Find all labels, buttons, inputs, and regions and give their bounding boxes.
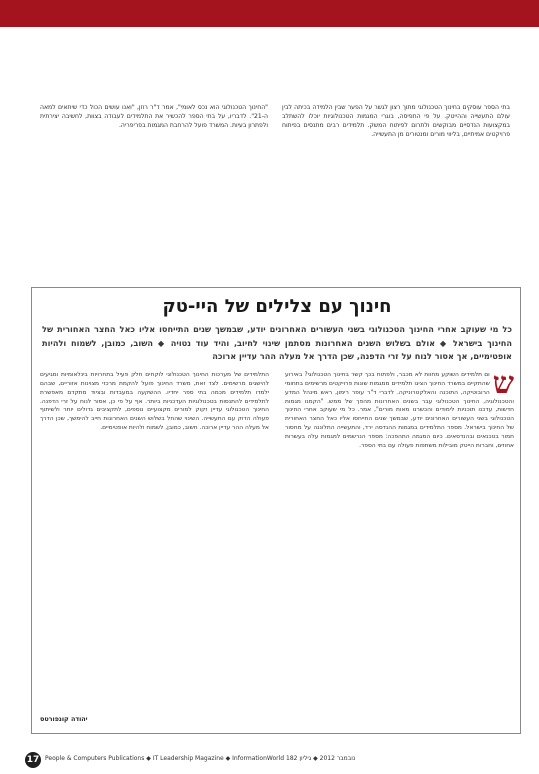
footer-publications: People & Computers Publications — [45, 755, 145, 762]
drop-cap: ש — [492, 366, 514, 401]
footer-separator: ◆ — [225, 755, 231, 762]
author-signature: יהודה קונפורטס — [40, 715, 88, 724]
footer-credits — [45, 755, 355, 762]
article-column-left-text: התלמידים של מערכות החינוך הטכנולוגי לוקחים חלק פעיל בתחרויות בינלאומיות ומגיעים להישגים מרשימים. לצד זאת, משרד החינוך פועל להקמת מרכזי מצוינות אזוריים, שבהם ילמדו תלמידים מכמה בתי ספר יחדיו. ההשקעה במעבדות ובציוד מתקדם מאפשרת לתלמידים להתנסות בטכנולוגיות העדכניות ביותר. אף על פי כן, אסור לנוח על זרי הדפנה. החינוך הטכנולוגי עדיין זקוק למורים מקצועיים נוספים, לתקציבים גדולים יותר ולשיתוף פעולה הדוק עם התעשייה. השינוי שהחל בשלוש השנים האחרונות חייב להימשך, שכן הדרך אל מעלה ההר עדיין ארוכה. חשוב, כמובן, לשמוח ולהיות אופטימיים. — [40, 372, 269, 432]
top-article-column-right: בתי הספר עוסקים בחינוך הטכנולוגי מתוך רצון לגשר על הפער שבין הלמידה בכיתה לבין עולם התעשייה וההייטק. על פי התפיסה, בוגרי המגמות הטכנולוגיות יוכלו להשתלב במקצועות הנדסיים מבוקשים ולתרום לפיתוח המשק. תלמידים רבים מתנסים בפיתוח פרויקטים אמיתיים, בליווי מורים ומנטורים מן התעשייה. — [282, 104, 510, 139]
footer-issue-date: נובמבר 2012 ◆ גיליון 182 — [286, 755, 356, 762]
article-headline: חינוך עם צלילים של היי-טק — [162, 296, 392, 317]
article-column-right-text: ום תלמידים השוקע מחוות לא מכבר, ולפתוח בכך קשר בחינוך הטכנולוגי? באירוע שהתקיים במשרד החינוך הציגו תלמידים ממגמות שונות פרויקטים מרשימים בתחומי הרובוטיקה, התוכנה והאלקטרוניקה. לדברי ד"ר עופר רימון, ראש מינהל המדע והטכנולוגיה, החינוך הטכנולוגי עבר בשנים האחרונות מהפך של ממש. "הקמנו מגמות חדשות, עדכנו תוכניות לימודים והכשרנו מאות מורים", אמר. כל מי שעוקב אחרי החינוך הטכנולוגי בשני העשורים האחרונים יודע, שבמשך שנים התייחסו אליו כאל החצר האחורית של החינוך בישראל. מספר התלמידים במגמות ההנדסה ירד, והתעשייה התלוננה על מחסור חמור בטכנאים ובהנדסאים. כיום המגמה התהפכה: מספר הנרשמים למגמות עלה בעשרות אחוזים, וחברות הייטק מובילות משתפות פעולה עם בתי הספר. — [285, 372, 514, 449]
footer-separator: ◆ — [146, 755, 151, 762]
page-number: 17 — [25, 752, 41, 768]
sidebar-article — [31, 287, 521, 734]
article-lead: כל מי שעוקב אחרי החינוך הטכנולוגי בשני העשורים האחרונים יודע, שבמשך שנים התייחסו אליו כאל החצר האחורית של החינוך בישראל ◆ אולם בשלוש השנים האחרונות מסתמן שינוי לחיוב, והיד עוד נטויה ◆ השוב, כמובן, לשמוח ולהיות אופטימיים, אך אסור לנוח על זרי הדפנה, שכן הדרך אל מעלה ההר עדיין ארוכה — [42, 324, 512, 361]
footer-magazine: IT Leadership Magazine — [152, 755, 224, 762]
page-footer — [0, 746, 539, 774]
article-column-right — [285, 366, 514, 726]
top-article-column-left: "החינוך הטכנולוגי הוא נכס לאומי", אמר ד"ר רוזן, "ואנו עושים הכול כדי שיתאים למאה ה-21". לדבריו, על בתי הספר להכשיר את התלמידים לעבודה בצוות, לחשיבה יצירתית ולפתרון בעיות. המשרד פועל להרחבת המגמות בפריפריה. — [40, 104, 268, 130]
top-banner — [0, 0, 539, 27]
article-body — [40, 366, 514, 726]
top-article — [40, 103, 510, 263]
footer-site: InformationWorld — [232, 755, 285, 762]
article-column-left — [40, 371, 269, 726]
